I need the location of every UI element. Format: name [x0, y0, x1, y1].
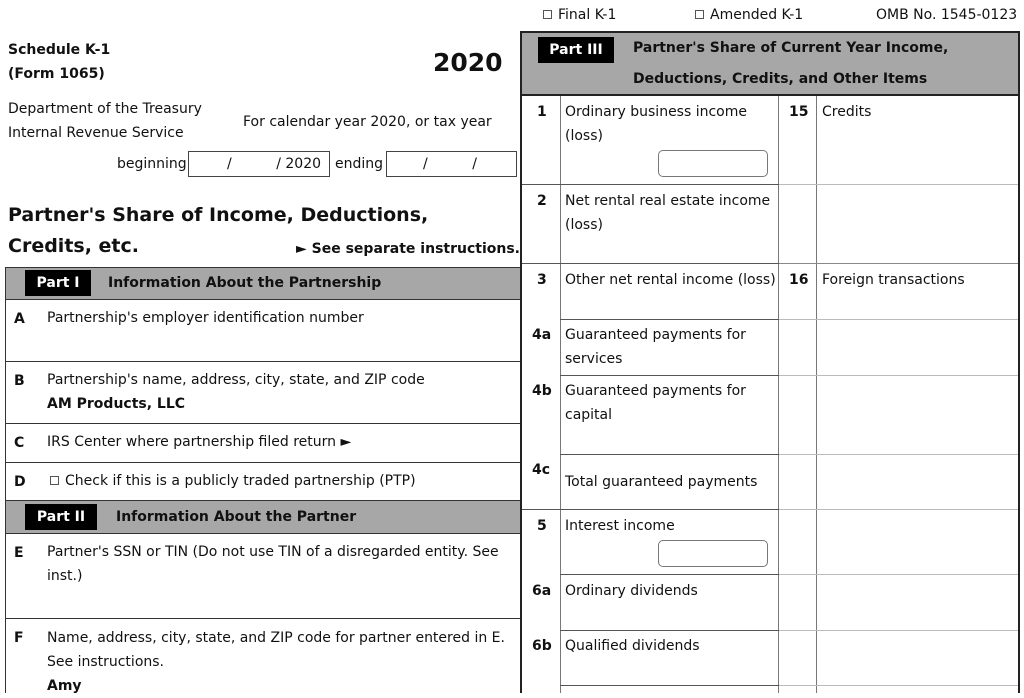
divider [560, 685, 779, 686]
form-title-line2: Credits, etc. [8, 235, 139, 257]
divider [5, 618, 521, 619]
part1-title: Information About the Partnership [108, 275, 382, 291]
divider [522, 184, 779, 185]
line-2-label-line1: Net rental real estate income [565, 193, 771, 209]
row-e-label-line2: inst.) [47, 568, 83, 584]
line-4a-label-line1: Guaranteed payments for [565, 327, 746, 343]
amended-k1-label: Amended K-1 [710, 7, 804, 23]
ending-date-field[interactable] [386, 151, 517, 177]
line-2-number: 2 [537, 193, 547, 209]
beginning-date-field[interactable] [188, 151, 330, 177]
divider [5, 533, 521, 534]
calendar-year-label: For calendar year 2020, or tax year [243, 114, 492, 130]
line-4c-label: Total guaranteed payments [565, 474, 758, 490]
line-4c-number: 4c [532, 462, 551, 478]
line-4b-label-line1: Guaranteed payments for [565, 383, 746, 399]
divider [560, 630, 779, 631]
part2-header [6, 501, 520, 533]
part3-title-line1: Partner's Share of Current Year Income, [633, 40, 949, 56]
divider [779, 263, 1018, 264]
line-5-amount-input[interactable] [658, 540, 768, 567]
left-panel-border [5, 267, 6, 693]
divider [779, 574, 1018, 575]
final-k1-checkbox[interactable] [543, 10, 552, 19]
line-5-number: 5 [537, 518, 547, 534]
divider [5, 361, 521, 362]
divider [779, 509, 1018, 510]
line-3-number: 3 [537, 272, 547, 288]
final-k1-checkbox-group[interactable] [543, 7, 616, 23]
divider [560, 319, 779, 320]
divider [560, 96, 561, 693]
final-k1-label: Final K-1 [558, 7, 617, 23]
irs-label: Internal Revenue Service [8, 125, 184, 141]
divider [778, 96, 779, 693]
line-6b-number: 6b [532, 638, 552, 654]
divider [560, 454, 779, 455]
partnership-name-value[interactable]: AM Products, LLC [47, 396, 186, 412]
line-15-label: Credits [822, 104, 872, 120]
line-16-label: Foreign transactions [822, 272, 965, 288]
divider [779, 685, 1018, 686]
see-instructions: ► See separate instructions. [296, 241, 520, 257]
line-4b-number: 4b [532, 383, 552, 399]
line-4a-number: 4a [532, 327, 552, 343]
line-6b-label: Qualified dividends [565, 638, 700, 654]
line-6a-label: Ordinary dividends [565, 583, 698, 599]
divider [522, 509, 779, 510]
line-5-label: Interest income [565, 518, 675, 534]
row-c-letter: C [14, 435, 25, 451]
divider [816, 96, 817, 693]
divider [779, 184, 1018, 185]
tax-year: 2020 [433, 48, 503, 77]
row-d-content [47, 469, 507, 493]
divider [560, 574, 779, 575]
line-4b-label-line2: capital [565, 407, 613, 423]
row-f-letter: F [14, 630, 24, 646]
part2-tag: Part II [25, 504, 97, 530]
row-b-letter: B [14, 373, 25, 389]
line-1-amount-input[interactable] [658, 150, 768, 177]
row-d-label: Check if this is a publicly traded partnership (PTP) [65, 473, 416, 489]
divider [5, 462, 521, 463]
row-d-letter: D [14, 474, 26, 490]
part2-title: Information About the Partner [116, 509, 357, 525]
row-c-label: IRS Center where partnership filed return ► [47, 434, 352, 450]
line-1-number: 1 [537, 104, 547, 120]
divider [522, 263, 779, 264]
amended-k1-checkbox[interactable] [695, 10, 704, 19]
dept-treasury: Department of the Treasury [8, 101, 202, 117]
divider [779, 630, 1018, 631]
part1-tag: Part I [25, 270, 91, 296]
divider [560, 375, 779, 376]
omb-number: OMB No. 1545-0123 [876, 7, 1018, 23]
form-title-line1: Partner's Share of Income, Deductions, [8, 204, 429, 226]
line-4a-label-line2: services [565, 351, 623, 367]
line-2-label-line2: (loss) [565, 217, 603, 233]
line-1-label-line2: (loss) [565, 128, 603, 144]
amended-k1-checkbox-group[interactable] [695, 7, 803, 23]
divider [522, 94, 1018, 96]
schedule-name: Schedule K-1 [8, 42, 111, 58]
divider [779, 319, 1018, 320]
divider [5, 423, 521, 424]
part3-tag: Part III [538, 37, 614, 63]
ending-date-value: / / [423, 156, 477, 172]
divider [779, 375, 1018, 376]
line-3-label: Other net rental income (loss) [565, 272, 776, 288]
line-15-number: 15 [789, 104, 809, 120]
line-1-label-line1: Ordinary business income [565, 104, 747, 120]
partner-name-value[interactable]: Amy [47, 678, 82, 694]
part3-title-line2: Deductions, Credits, and Other Items [633, 71, 928, 87]
row-a-letter: A [14, 311, 25, 327]
line-6a-number: 6a [532, 583, 552, 599]
row-e-letter: E [14, 545, 24, 561]
row-f-label-line2: See instructions. [47, 654, 164, 670]
ending-label: ending [335, 156, 384, 172]
row-e-label-line1: Partner's SSN or TIN (Do not use TIN of a disregarded entity. See [47, 544, 499, 560]
part1-header [6, 267, 520, 299]
beginning-label: beginning [117, 156, 187, 172]
part3-header [522, 33, 1018, 95]
form-number: (Form 1065) [8, 66, 105, 82]
ptp-checkbox[interactable] [50, 476, 59, 485]
row-b-label: Partnership's name, address, city, state, and ZIP code [47, 372, 425, 388]
divider [5, 299, 521, 300]
line-16-number: 16 [789, 272, 809, 288]
divider [5, 267, 521, 268]
row-a-label: Partnership's employer identification number [47, 310, 364, 326]
beginning-date-value: / / 2020 [227, 156, 322, 172]
divider [779, 454, 1018, 455]
row-f-label-line1: Name, address, city, state, and ZIP code for partner entered in E. [47, 630, 505, 646]
